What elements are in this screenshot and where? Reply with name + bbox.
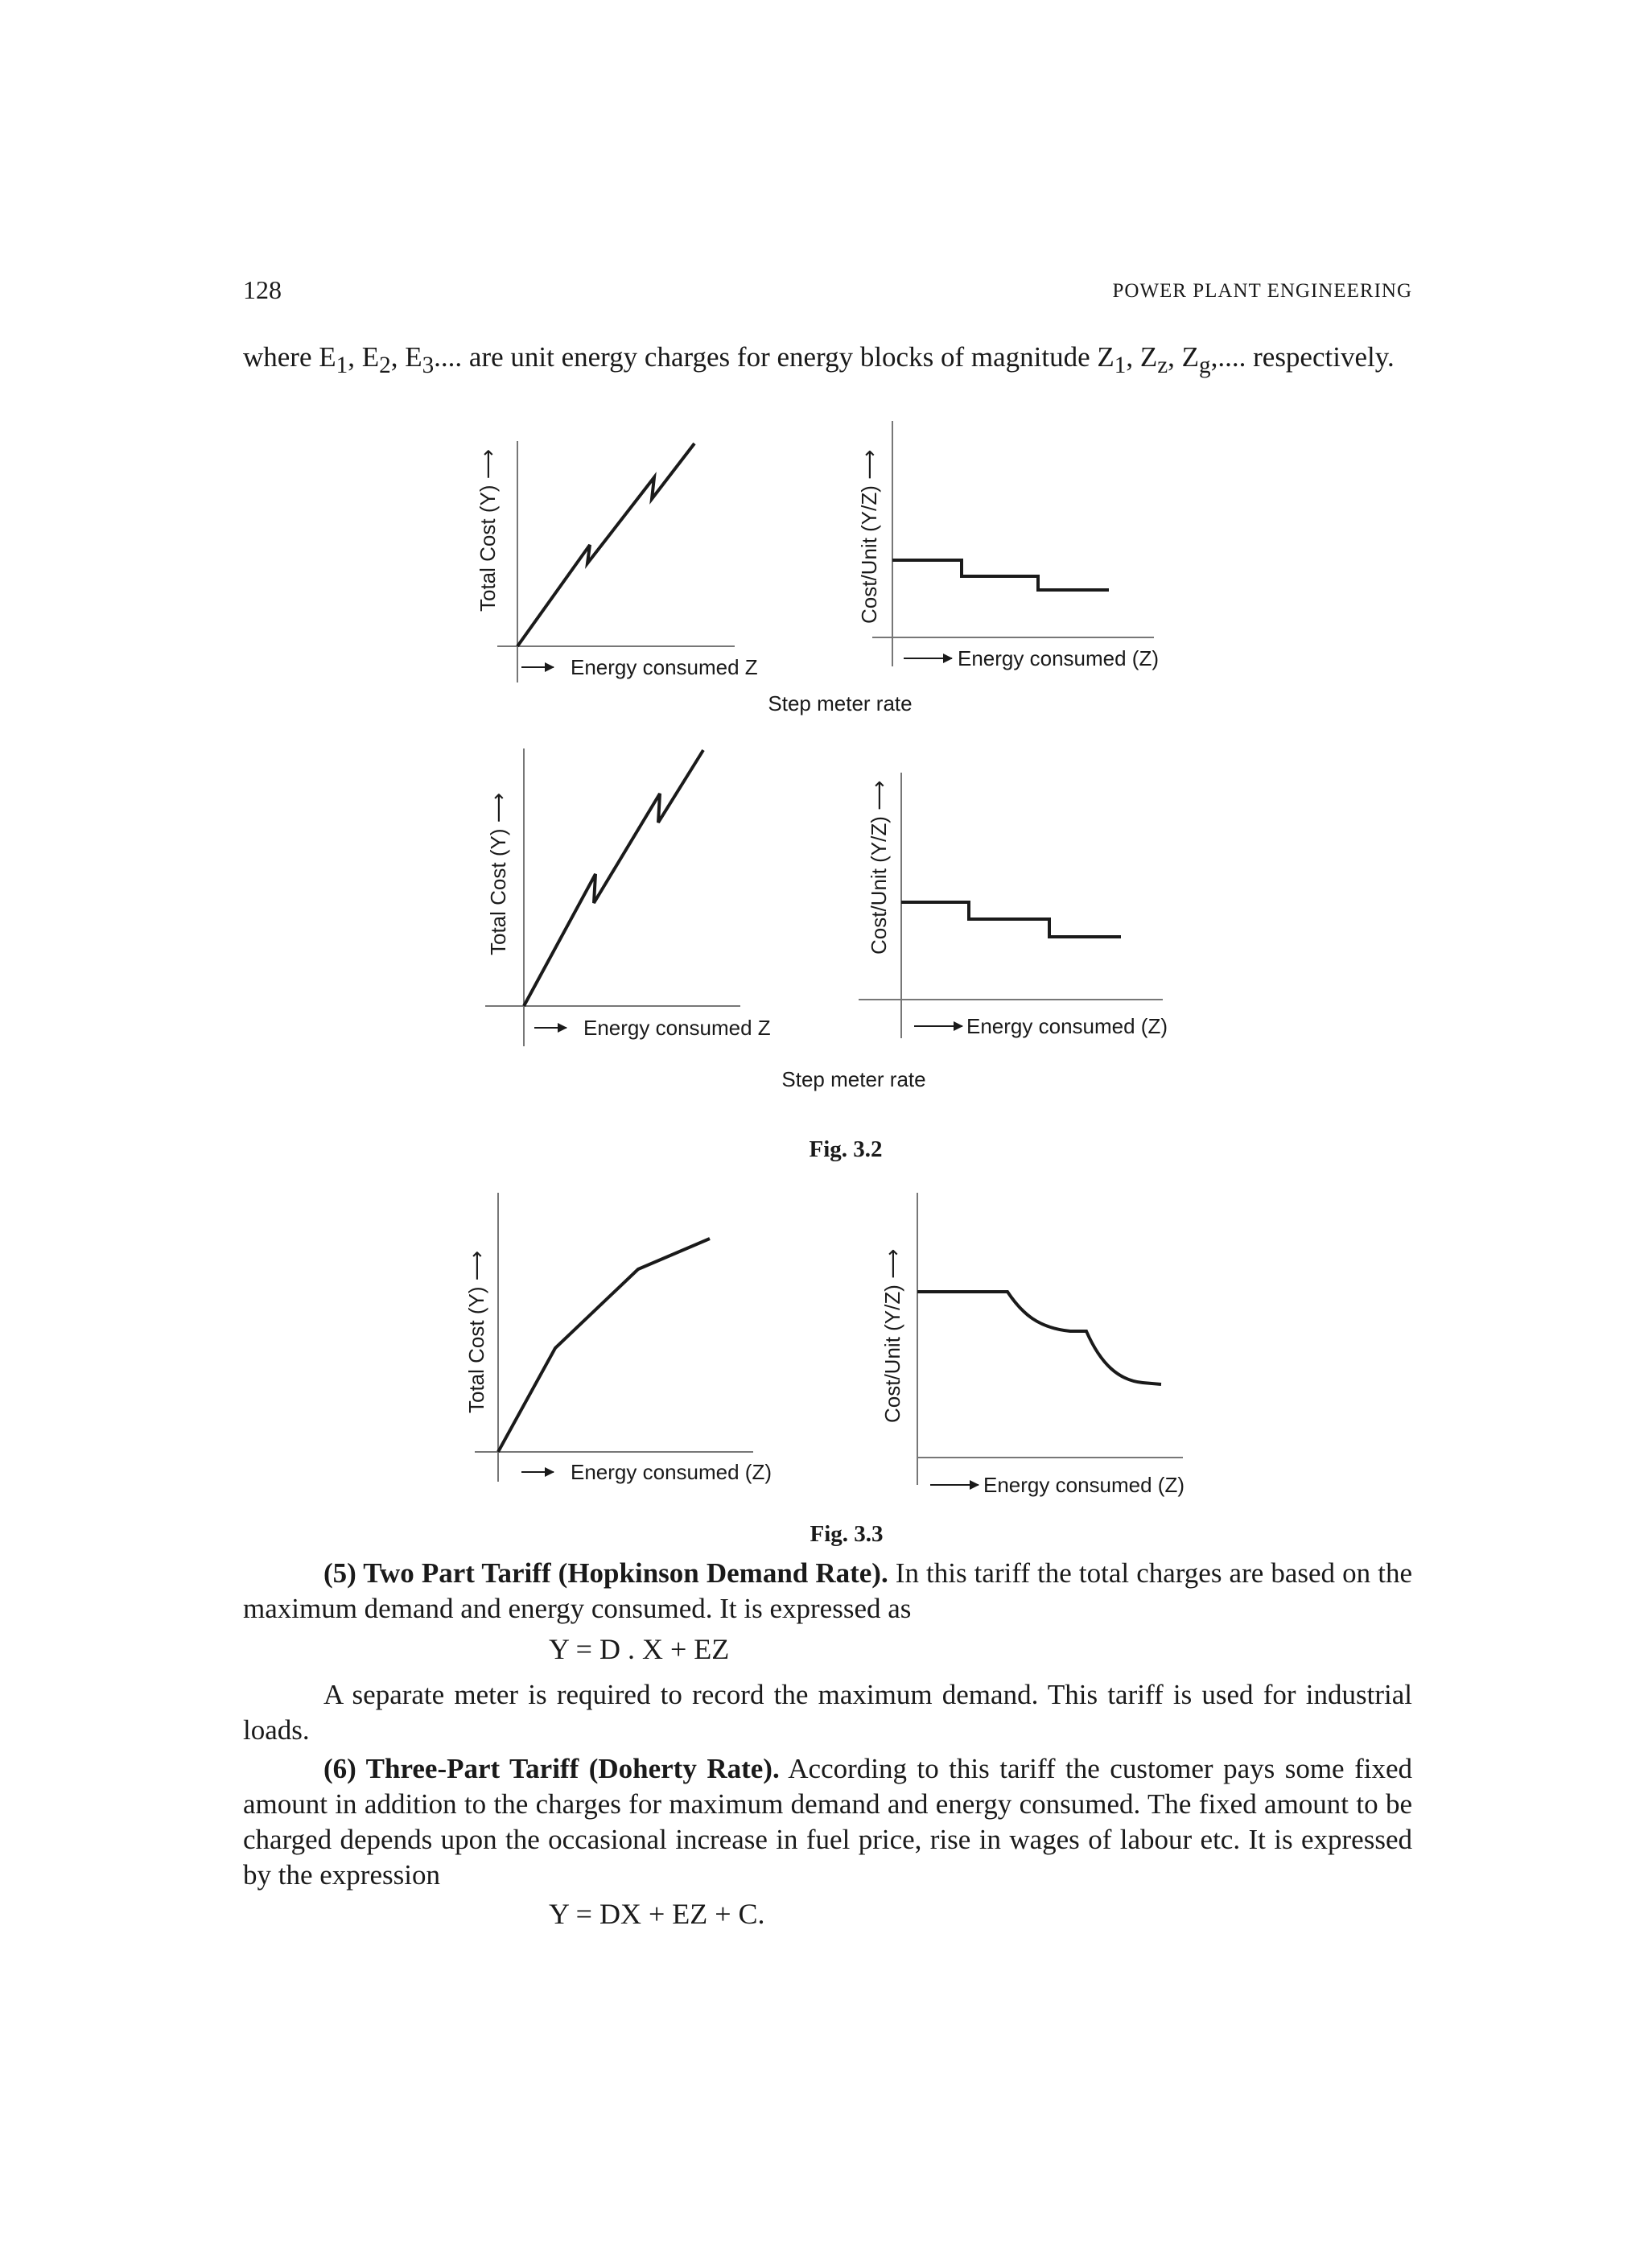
section-6-heading: (6) Three-Part Tariff (Doherty Rate). — [323, 1753, 780, 1784]
section-5-heading: (5) Two Part Tariff (Hopkinson Demand Rate). — [323, 1557, 888, 1589]
section-5-paragraph-2 — [243, 1677, 1412, 1748]
x-axis-label: Energy consumed (Z) — [966, 1014, 1168, 1038]
fig-3-2-row2-right — [859, 773, 1168, 1038]
subscript: 2 — [379, 353, 391, 378]
step-meter-caption: Step meter rate — [781, 1067, 926, 1091]
section-5-text: In this tariff the total charges are based on the maximum demand and energy consumed. It is expressed as — [243, 1557, 1412, 1624]
text-span: , E — [348, 341, 380, 373]
running-head: POWER PLANT ENGINEERING — [1112, 280, 1412, 302]
fig-3-3-left — [464, 1193, 772, 1484]
cost-per-unit-steps — [901, 902, 1121, 937]
section-6-paragraph — [243, 1751, 1412, 1893]
fig-3-2-label: Fig. 3.2 — [809, 1136, 883, 1162]
fig-3-3-label: Fig. 3.3 — [810, 1521, 884, 1547]
x-axis-label: Energy consumed (Z) — [983, 1473, 1184, 1497]
x-axis-label: Energy consumed Z — [583, 1016, 771, 1040]
section-5-paragraph — [243, 1556, 1412, 1627]
text-span: where E — [243, 341, 336, 373]
cost-per-unit-steps — [892, 560, 1109, 590]
text-span: , Z — [1126, 341, 1158, 373]
subscript: g — [1199, 353, 1211, 378]
text-span: , Z — [1168, 341, 1200, 373]
text-span: ,.... respectively. — [1210, 341, 1395, 373]
y-axis-label: Cost/Unit (Y/Z) ⟶ — [880, 1248, 904, 1423]
total-cost-line — [524, 750, 703, 1006]
y-axis-label: Total Cost (Y) ⟶ — [476, 449, 500, 612]
y-axis-label: Cost/Unit (Y/Z) ⟶ — [857, 449, 881, 624]
fig-3-2-row1-right — [857, 421, 1159, 670]
text-span: .... are unit energy charges for energy blocks of magnitude Z — [434, 341, 1114, 373]
subscript: z — [1157, 353, 1168, 378]
total-cost-line — [517, 443, 694, 646]
equation-two-part: Y = D . X + EZ — [549, 1633, 730, 1665]
fig-3-2-row2-left — [485, 748, 771, 1046]
section-6-text: According to this tariff the customer pays some fixed amount in addition to the charges for maximum demand and energy consumed. The fixed amount to be charged depends upon the occasional increase in fuel price, rise in wages of labour etc. It is expressed by the expression — [243, 1753, 1412, 1891]
section-5-para2-text: A separate meter is required to record the maximum demand. This tariff is used for industrial loads. — [243, 1679, 1412, 1746]
fig-3-2-row1-left — [476, 441, 758, 682]
subscript: 1 — [336, 353, 348, 378]
subscript: 3 — [422, 353, 435, 378]
total-cost-curve — [498, 1239, 710, 1452]
y-axis-label: Total Cost (Y) ⟶ — [464, 1251, 488, 1413]
x-axis-label: Energy consumed (Z) — [571, 1460, 772, 1484]
x-axis-label: Energy consumed Z — [571, 655, 758, 679]
subscript: 1 — [1114, 353, 1127, 378]
y-axis-label: Cost/Unit (Y/Z) ⟶ — [867, 780, 891, 955]
step-meter-caption: Step meter rate — [768, 691, 913, 715]
page-number: 128 — [243, 275, 282, 304]
cost-per-unit-curve — [917, 1292, 1161, 1384]
equation-three-part: Y = DX + EZ + C. — [549, 1898, 765, 1930]
x-axis-label: Energy consumed (Z) — [958, 646, 1159, 670]
text-span: , E — [390, 341, 422, 373]
fig-3-3-right — [880, 1193, 1184, 1497]
y-axis-label: Total Cost (Y) ⟶ — [486, 793, 510, 955]
